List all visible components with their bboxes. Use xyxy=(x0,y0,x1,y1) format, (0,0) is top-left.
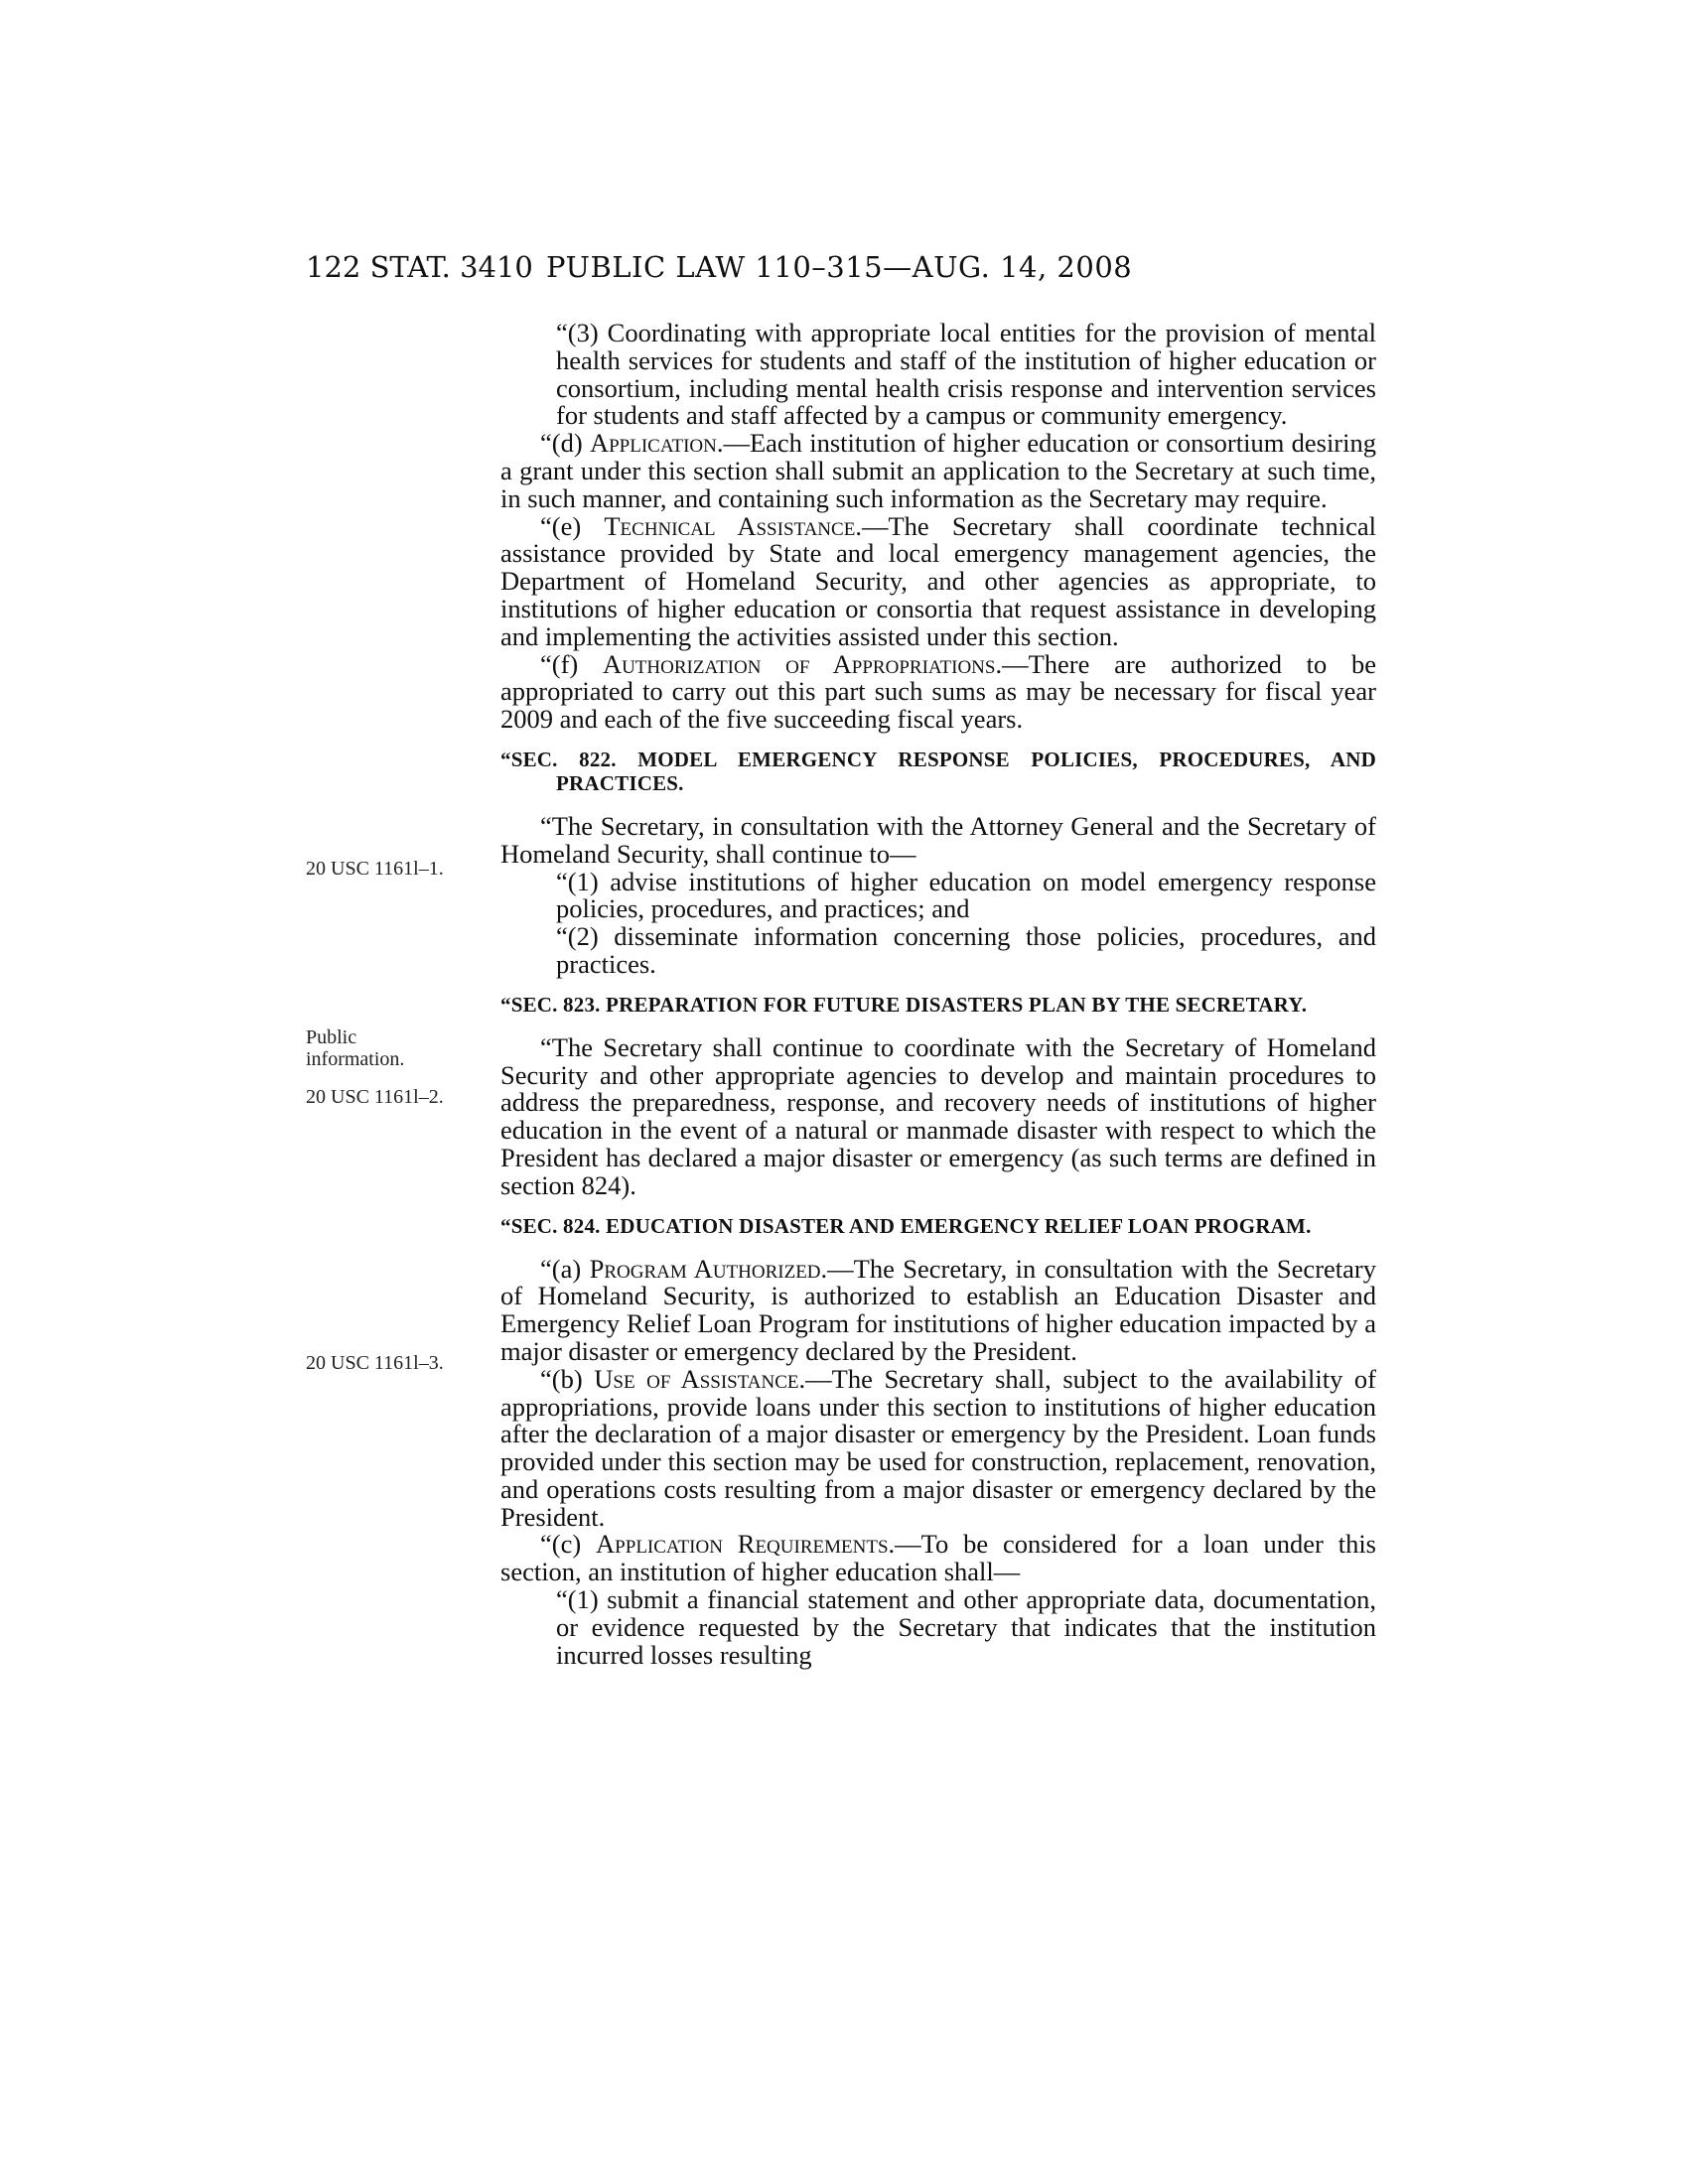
subsection-a-label: “(a) xyxy=(540,1253,590,1284)
subsection-e-label: “(e) xyxy=(540,510,605,541)
subsection-c xyxy=(500,1531,1376,1586)
subsection-e xyxy=(500,510,1376,651)
running-header xyxy=(306,250,1380,290)
statute-page-number: 122 STAT. 3410 xyxy=(306,250,533,284)
subsection-b-label: “(b) xyxy=(540,1363,595,1394)
subsection-f-heading: Authorization of Appropriations xyxy=(602,648,996,679)
section-822-intro: “The Secretary, in consultation with the Attorney General and the Secretary of Homeland Security, shall continue to— xyxy=(500,810,1376,869)
section-822-item-2: “(2) disseminate information concerning those policies, procedures, and practices. xyxy=(556,921,1376,979)
margin-note-824: 20 USC 1161l–3. xyxy=(306,1352,444,1374)
subsection-c-label: “(c) xyxy=(540,1529,597,1560)
margin-note-823: 20 USC 1161l–2. xyxy=(306,1086,444,1108)
section-824-heading: “SEC. 824. EDUCATION DISASTER AND EMERGENCY RELIEF LOAN PROGRAM. xyxy=(500,1213,1312,1238)
subsection-b xyxy=(500,1363,1376,1532)
subsection-f-label: “(f) xyxy=(540,648,603,679)
subsection-f-text: .—There are authorized to be appropriated to carry out this part such sums as may be necessary for fiscal year 2009 and each of the five succeeding fiscal years. xyxy=(500,648,1376,735)
subsection-d-text: .—Each institution of higher education or consortium desiring a grant under this section shall submit an application to the Secretary at such time, in such manner, and containing such information as the Secretary may require. xyxy=(500,428,1376,513)
margin-note-public-information: Public information. xyxy=(306,1026,405,1070)
statute-body xyxy=(500,320,1376,1669)
subsection-c-heading: Application Requirements xyxy=(596,1529,889,1560)
section-823-heading: “SEC. 823. PREPARATION FOR FUTURE DISASTERS PLAN BY THE SECRETARY. xyxy=(500,992,1308,1017)
public-law-citation: PUBLIC LAW 110–315—AUG. 14, 2008 xyxy=(546,250,1133,284)
subsection-e-heading: Technical Assistance xyxy=(604,510,856,541)
subsection-d-label: “(d) xyxy=(540,428,590,459)
subsection-b-heading: Use of Assistance xyxy=(594,1363,799,1394)
section-822-heading: “SEC. 822. MODEL EMERGENCY RESPONSE POLICIES, PROCEDURES, AND PRACTICES. xyxy=(500,747,1376,795)
subsection-c-item-1: “(1) submit a financial statement and other appropriate data, documentation, or evidence requested by the Secretary that indicates that the institution incurred losses resulting xyxy=(556,1584,1376,1670)
subsection-f xyxy=(500,648,1376,735)
subsection-c-text: .—To be considered for a loan under this section, an institution of higher education shall— xyxy=(500,1529,1377,1587)
subsection-a xyxy=(500,1253,1376,1366)
subsection-d-heading: Application xyxy=(589,428,717,459)
margin-note-822: 20 USC 1161l–1. xyxy=(306,858,444,880)
paragraph-c3: “(3) Coordinating with appropriate local entities for the provision of mental health services for students and staff of the institution of higher education or consortium, including mental health crisis response and intervention services for students and staff affected by a campus or community emergency. xyxy=(556,318,1376,431)
subsection-b-text: .—The Secretary shall, subject to the availability of appropriations, provide loans under this section to institutions of higher education after the declaration of a major disaster or emergency by the President. Loan funds provided under this section may be used for construction, replacement, renovation, and operations costs resulting from a major disaster or emergency declared by the President. xyxy=(500,1363,1376,1532)
section-823-text: “The Secretary shall continue to coordinate with the Secretary of Homeland Security and other appropriate agencies to develop and maintain procedures to address the preparedness, response, and recovery needs of institutions of higher education in the event of a natural or manmade disaster with respect to which the President has declared a major disaster or emergency (as such terms are defined in section 824). xyxy=(500,1031,1376,1200)
subsection-a-text: .—The Secretary, in consultation with the Secretary of Homeland Security, is authorized to establish an Education Disaster and Emergency Relief Loan Program for institutions of higher education impacted by a major disaster or emergency declared by the President. xyxy=(500,1253,1376,1366)
section-822-item-1: “(1) advise institutions of higher education on model emergency response policies, procedures, and practices; and xyxy=(556,866,1376,924)
subsection-a-heading: Program Authorized xyxy=(589,1253,821,1284)
subsection-d xyxy=(500,430,1376,512)
subsection-e-text: .—The Secretary shall coordinate technical assistance provided by State and local emergency management agencies, the Department of Homeland Security, and other agencies as appropriate, to institutions of higher education or consortia that request assistance in developing and implementing the activities assisted under this section. xyxy=(500,510,1376,651)
